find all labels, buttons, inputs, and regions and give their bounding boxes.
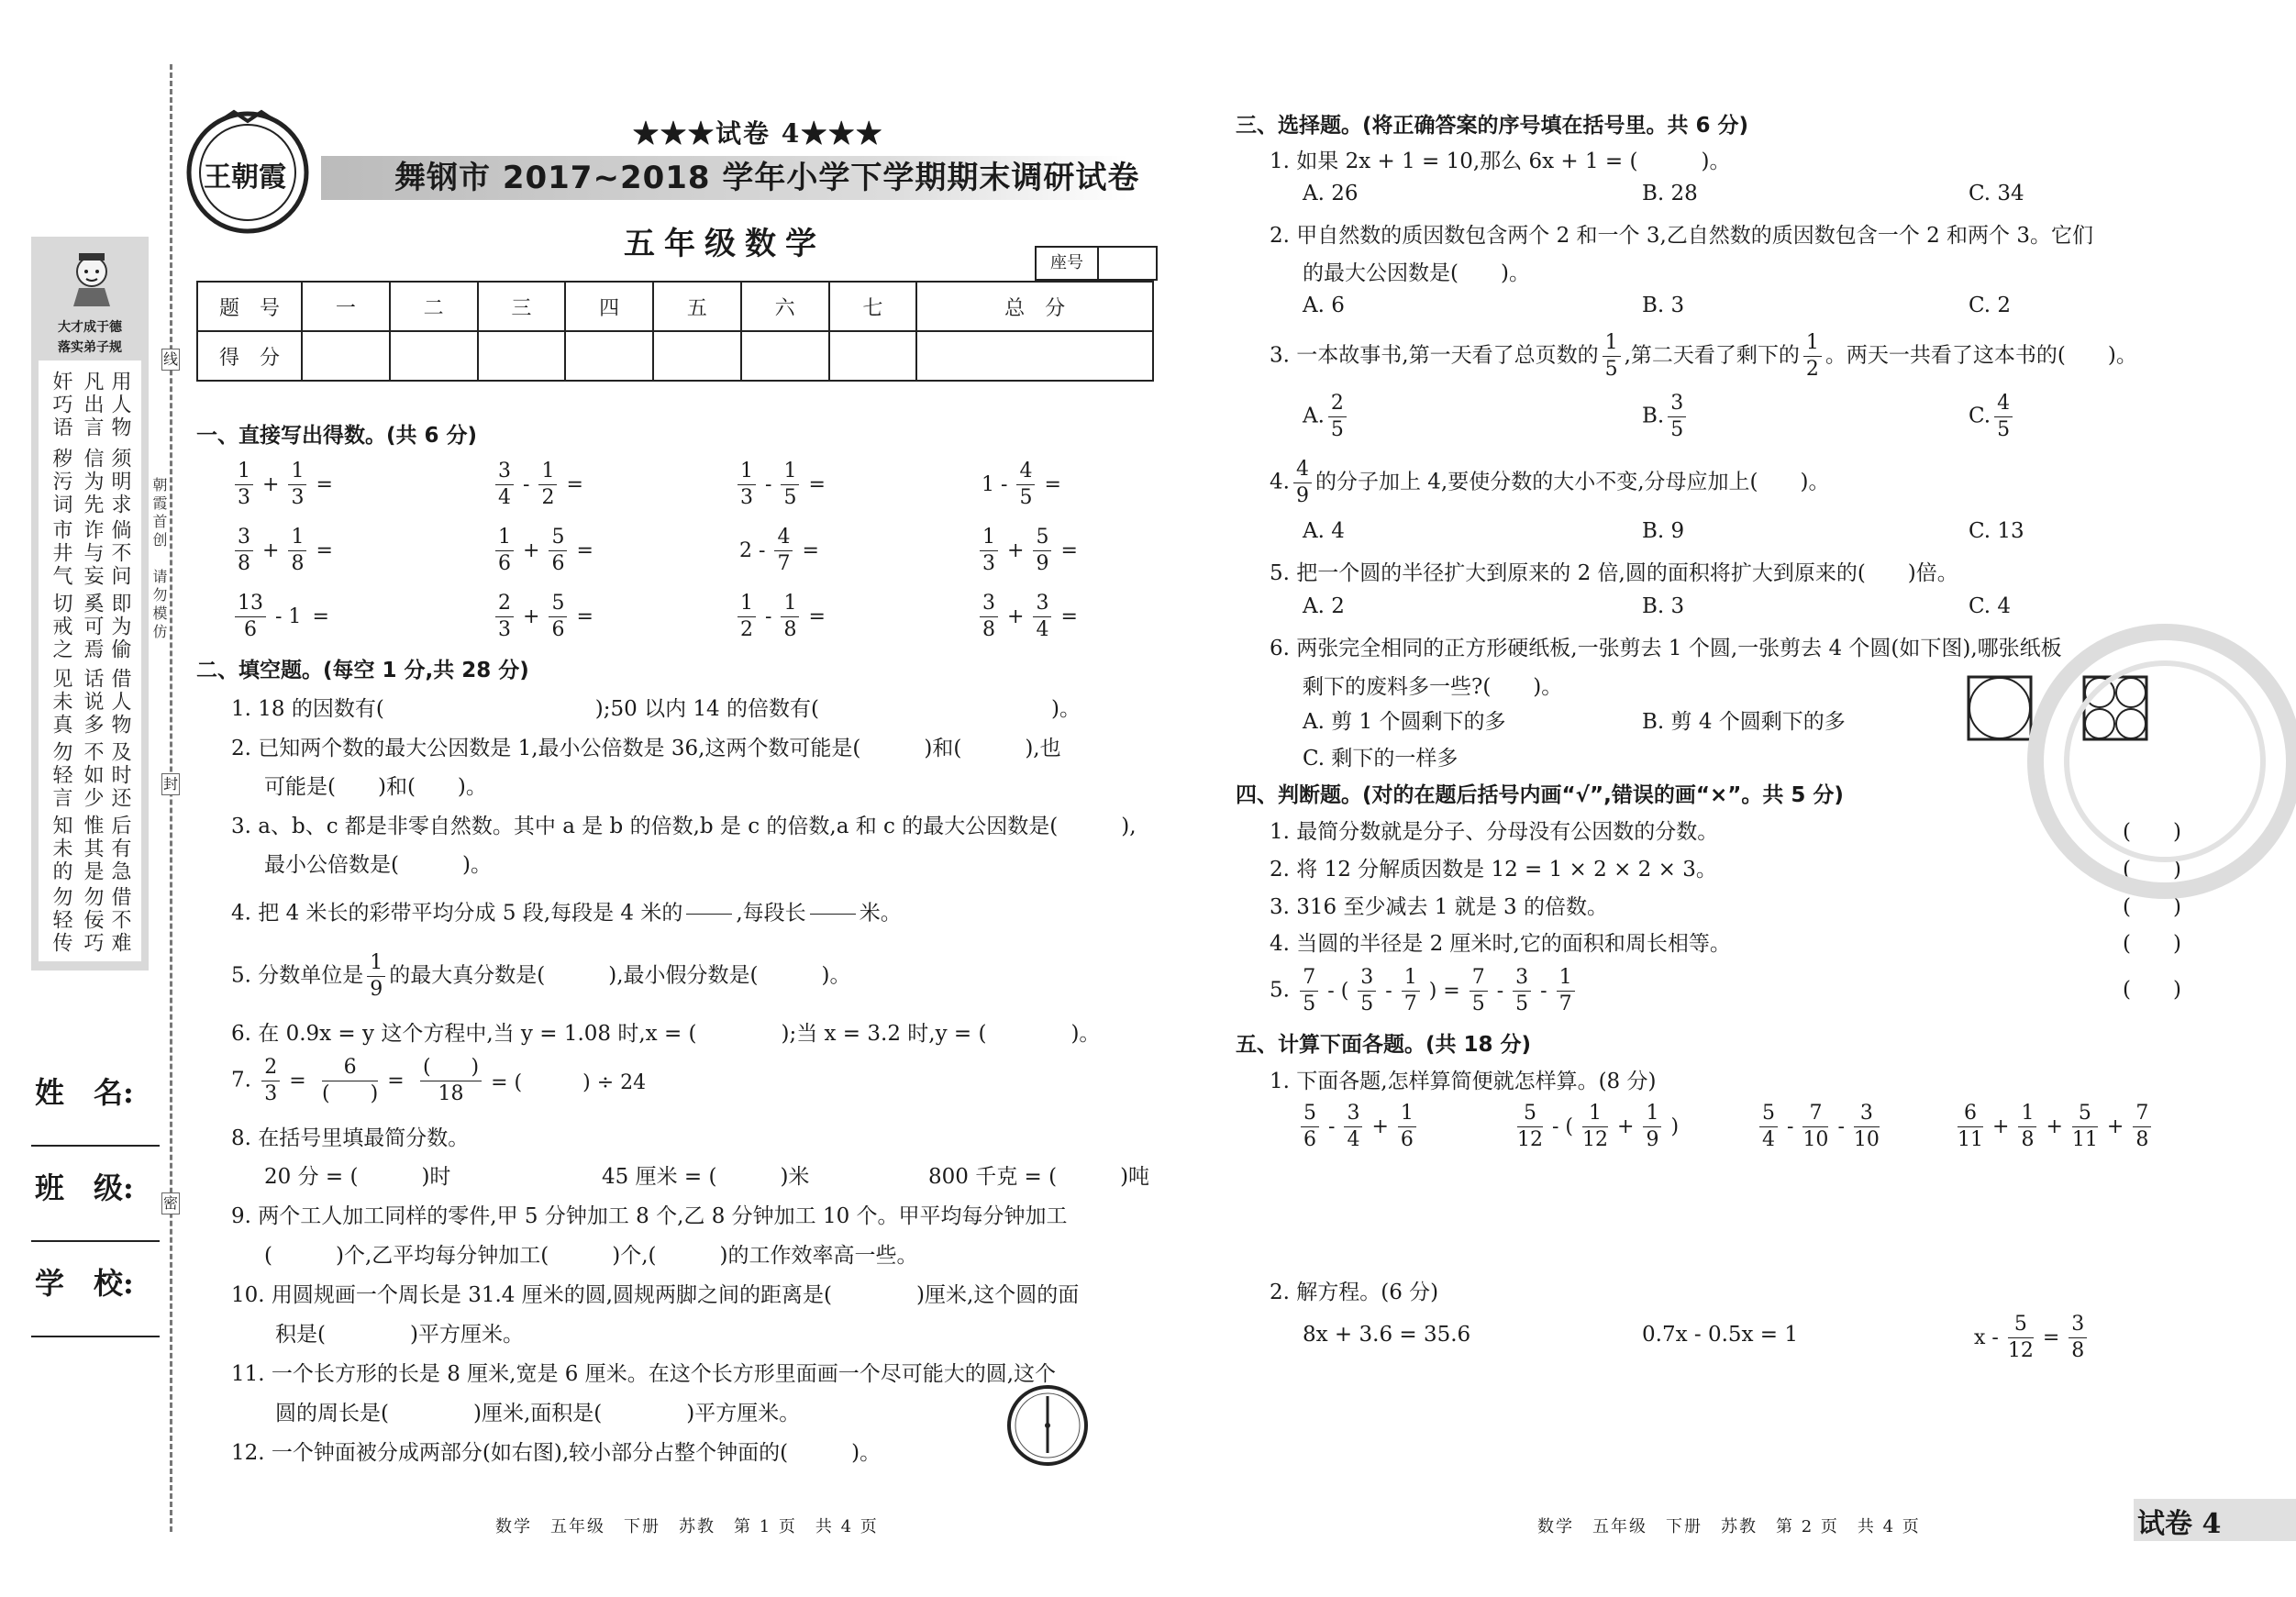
question-text-part: 。两天一共看了这本书的( )。 — [1825, 343, 2137, 368]
score-header-cell: 五 — [653, 282, 741, 331]
calc-item: $\frac{1}{6}$ + $\frac{5}{6}$ = — [492, 525, 599, 577]
section-1-heading: 一、直接写出得数。(共 6 分) — [196, 424, 478, 448]
motto-col: 借人物 — [108, 668, 131, 737]
option: C. $\frac{4}{5}$ — [1969, 391, 2016, 443]
score-cell[interactable] — [653, 331, 741, 381]
question-text: 最小公倍数是( )。 — [264, 853, 492, 877]
option: A. 26 — [1303, 182, 1359, 205]
score-cell[interactable] — [390, 331, 478, 381]
blank-fraction[interactable] — [810, 888, 856, 940]
score-header-cell: 一 — [302, 282, 390, 331]
question-text: 4. 当圆的半径是 2 厘米时,它的面积和周长相等。 — [1270, 932, 1731, 956]
score-header-cell: 六 — [741, 282, 829, 331]
question-text: 10. 用圆规画一个周长是 31.4 厘米的圆,圆规两脚之间的距离是( )厘米,这个圆的面 — [231, 1283, 1080, 1307]
question-text: 45 厘米 = ( )米 — [602, 1165, 810, 1189]
seat-number-box[interactable] — [1035, 246, 1158, 281]
option: C. 2 — [1969, 294, 2012, 317]
watermark-seal-inner — [2064, 660, 2266, 862]
question-text: 4. $\frac{4}{9}$ 的分子加上 4,要使分数的大小不变,分母应加上( )。 — [1270, 458, 1830, 507]
equation: x - $\frac{5}{12}$ = $\frac{3}{8}$ — [1969, 1312, 2091, 1364]
calc-expression: $\frac{5}{6}$ - $\frac{3}{4}$ + $\frac{1}{6}$ — [1297, 1101, 1420, 1153]
calc-expression: $\frac{5}{12}$ - ( $\frac{1}{12}$ + $\frac{1}{9}$ ) — [1517, 1102, 1680, 1151]
question-text: 的最大公因数是( )。 — [1303, 261, 1530, 285]
school-label: 学 校: — [35, 1266, 134, 1301]
score-cell[interactable] — [302, 331, 390, 381]
question-text-part: 5. 分数单位是 — [231, 963, 364, 988]
question-text: 5. 把一个圆的半径扩大到原来的 2 倍,圆的面积将扩大到原来的( )倍。 — [1270, 561, 1958, 585]
option: C. 4 — [1969, 594, 2012, 618]
cut-mark-mi: 密 — [161, 1192, 180, 1214]
cut-mark-feng: 封 — [161, 773, 180, 795]
motto-col: 秽污词 — [50, 448, 72, 516]
page-footer-right: 数学 五年级 下册 苏教 第 2 页 共 4 页 — [1537, 1517, 1921, 1536]
paper-badge-label: 试卷 4 — [2137, 1508, 2222, 1540]
square-one-circle-icon — [1967, 675, 2033, 741]
option: A. 4 — [1303, 519, 1345, 543]
question-text: 积是( )平方厘米。 — [275, 1323, 524, 1347]
motto-col: 须明求 — [108, 448, 131, 516]
question-text-part: 的分子加上 4,要使分数的大小不变,分母应加上( )。 — [1314, 470, 1830, 494]
motto-title-2: 落实弟子规 — [58, 340, 122, 355]
option: C. 34 — [1969, 182, 2024, 205]
cut-mark-xian: 线 — [161, 349, 180, 371]
motto-col: 倘不问 — [108, 519, 131, 588]
side-note: 朝霞首创 请勿模仿 — [150, 477, 168, 642]
motto-col: 信为先 — [81, 448, 104, 516]
question-text-part: 的最大真分数是( ),最小假分数是( )。 — [389, 963, 851, 988]
question-text: 5. 分数单位是 $\frac{1}{9}$ 的最大真分数是( ),最小假分数是( )。 — [231, 951, 851, 1001]
option: A. 6 — [1303, 294, 1345, 317]
calc-item: $\frac{1}{3}$ + $\frac{1}{3}$ = — [231, 459, 338, 511]
question-text: 2. 解方程。(6 分) — [1270, 1281, 1439, 1304]
question-text — [231, 888, 902, 940]
calc-item: $\frac{3}{8}$ + $\frac{1}{8}$ = — [231, 525, 338, 577]
question-text: 2. 甲自然数的质因数包含两个 2 和一个 3,乙自然数的质因数包含一个 2 和两个 3。它们 — [1270, 224, 2093, 248]
option-letter: B. — [1642, 404, 1665, 428]
option: B. $\frac{3}{5}$ — [1642, 391, 1690, 443]
score-cell[interactable] — [829, 331, 917, 381]
option: B. 3 — [1642, 294, 1685, 317]
motto-col: 知未的 — [50, 815, 72, 883]
calc-item: $\frac{2}{3}$ + $\frac{5}{6}$ = — [492, 591, 599, 643]
class-field[interactable] — [31, 1240, 160, 1242]
equation: 8x + 3.6 = 35.6 — [1303, 1323, 1471, 1347]
subject-title: 五年级数学 — [624, 226, 826, 262]
option-letter: C. — [1969, 404, 1991, 428]
question-text-part: ,第二天看了剩下的 — [1624, 343, 1800, 368]
question-text: 1. 18 的因数有( );50 以内 14 的倍数有( )。 — [231, 697, 1081, 721]
option: C. 剩下的一样多 — [1303, 747, 1459, 771]
page-footer-left: 数学 五年级 下册 苏教 第 1 页 共 4 页 — [495, 1517, 879, 1536]
option: B. 3 — [1642, 594, 1685, 618]
name-label: 姓 名: — [35, 1075, 134, 1110]
option: B. 9 — [1642, 519, 1685, 543]
motto-col: 勿轻言 — [50, 741, 72, 810]
question-text: 1. 如果 2x + 1 = 10,那么 6x + 1 = ( )。 — [1270, 150, 1731, 173]
motto-col: 惟其是 — [81, 815, 104, 883]
motto-col: 市井气 — [50, 519, 72, 588]
score-cell[interactable] — [478, 331, 566, 381]
question-text: 9. 两个工人加工同样的零件,甲 5 分钟加工 8 个,乙 8 分钟加工 10 个。甲平均每分钟加工 — [231, 1204, 1068, 1228]
question-text: 可能是( )和( )。 — [264, 775, 487, 799]
question-text: 1. 下面各题,怎样算简便就怎样算。(8 分) — [1270, 1070, 1657, 1093]
motto-col: 见未真 — [50, 668, 72, 737]
option: B. 剪 4 个圆剩下的多 — [1642, 710, 1846, 734]
question-text-part: 5. — [1270, 978, 1290, 1003]
answer-paren[interactable]: ( ) — [2123, 978, 2181, 1002]
question-text: 7. $\frac{2}{3}$ = 6 ( ) = ( ) 18 = ( ) ÷ 24 — [231, 1056, 647, 1105]
answer-paren[interactable]: ( ) — [2123, 932, 2181, 956]
option: B. 28 — [1642, 182, 1698, 205]
section-3-heading: 三、选择题。(将正确答案的序号填在括号里。共 6 分) — [1236, 114, 1749, 138]
question-text: 剩下的废料多一些?( )。 — [1303, 675, 1563, 699]
motto-col: 诈与妄 — [81, 519, 104, 588]
calc-expression: $\frac{6}{11}$ + $\frac{1}{8}$ + $\frac{5}{11}$ + $\frac{7}{8}$ — [1954, 1101, 2155, 1153]
calc-item: $\frac{1}{3}$ - $\frac{1}{5}$ = — [734, 459, 831, 511]
score-table-row — [197, 282, 1153, 331]
question-text: 3. a、b、c 都是非零自然数。其中 a 是 b 的倍数,b 是 c 的倍数,a 和 c 的最大公因数是( ), — [231, 815, 1137, 838]
question-text: 2. 将 12 分解质因数是 12 = 1 × 2 × 2 × 3。 — [1270, 858, 1717, 882]
motto-col: 即为偷 — [108, 593, 131, 661]
score-header-cell: 题 号 — [197, 282, 302, 331]
score-table-row — [197, 331, 1153, 381]
score-header-cell: 总 分 — [916, 282, 1153, 331]
equation-part: x - — [1974, 1326, 1999, 1349]
option: A. 2 — [1303, 594, 1345, 618]
motto-col: 奸巧语 — [50, 371, 72, 439]
question-text: 6. 两张完全相同的正方形硬纸板,一张剪去 1 个圆,一张剪去 4 个圆(如下图),哪张纸板 — [1270, 637, 2062, 660]
calc-item: $\frac{1}{3}$ + $\frac{5}{9}$ = — [976, 525, 1083, 577]
score-cell[interactable] — [565, 331, 653, 381]
motto-col: 勿轻传 — [50, 886, 72, 955]
question-text: 6. 在 0.9x = y 这个方程中,当 y = 1.08 时,x = ( );当 x = 3.2 时,y = ( )。 — [231, 1022, 1101, 1046]
motto-col: 奚可焉 — [81, 593, 104, 661]
class-label: 班 级: — [35, 1170, 134, 1205]
question-text-part: = ( ) ÷ 24 — [491, 1071, 647, 1094]
score-header-cell: 四 — [565, 282, 653, 331]
motto-col: 勿佞巧 — [81, 886, 104, 955]
option: C. 13 — [1969, 519, 2024, 543]
section-5-heading: 五、计算下面各题。(共 18 分) — [1236, 1033, 1532, 1057]
calc-item: $\frac{3}{8}$ + $\frac{3}{4}$ = — [976, 591, 1083, 643]
question-text: ( )个,乙平均每分钟加工( )个,( )的工作效率高一些。 — [264, 1244, 918, 1268]
question-text: 12. 一个钟面被分成两部分(如右图),较小部分占整个钟面的( )。 — [231, 1441, 882, 1465]
school-field[interactable] — [31, 1336, 160, 1337]
calc-item: 2 - $\frac{4}{7}$ = — [739, 526, 819, 575]
name-field[interactable] — [31, 1145, 160, 1147]
question-text: 8. 在括号里填最简分数。 — [231, 1126, 470, 1150]
motto-col: 及时还 — [108, 741, 131, 810]
answer-paren[interactable]: ( ) — [2123, 820, 2181, 844]
section-4-heading: 四、判断题。(对的在题后括号内画“√”,错误的画“×”。共 5 分) — [1236, 783, 1844, 807]
calc-item: $\frac{1}{2}$ - $\frac{1}{8}$ = — [734, 591, 831, 643]
section-2-heading: 二、填空题。(每空 1 分,共 28 分) — [196, 659, 529, 682]
option: A. $\frac{2}{5}$ — [1303, 391, 1350, 443]
fold-line — [170, 64, 172, 1532]
motto-title-1: 大才成于德 — [58, 320, 122, 335]
question-text: 11. 一个长方形的长是 8 厘米,宽是 6 厘米。在这个长方形里面画一个尽可能大的圆,这个 — [231, 1362, 1057, 1386]
question-text-part: 4. 把 4 米长的彩带平均分成 5 段,每段是 4 米的 — [231, 901, 683, 926]
question-text: 3. 一本故事书,第一天看了总页数的 $\frac{1}{5}$ ,第二天看了剩下的 $\frac{1}{2}$ 。两天一共看了这本书的( )。 — [1270, 331, 2137, 381]
question-text: 1. 最简分数就是分子、分母没有公因数的分数。 — [1270, 820, 1719, 844]
answer-paren[interactable]: ( ) — [2123, 858, 2181, 882]
motto-col: 用人物 — [108, 371, 131, 439]
option: A. 剪 1 个圆剩下的多 — [1303, 710, 1506, 734]
score-header-cell: 二 — [390, 282, 478, 331]
calc-item: 1 - $\frac{4}{5}$ = — [982, 460, 1061, 509]
score-cell[interactable] — [741, 331, 829, 381]
calc-item: $\frac{13}{6}$ - 1 = — [231, 591, 335, 643]
score-header-cell: 七 — [829, 282, 917, 331]
seat-label: 座号 — [1037, 248, 1099, 279]
question-text-part: 4. — [1270, 470, 1290, 494]
question-text-part: 3. 一本故事书,第一天看了总页数的 — [1270, 343, 1599, 368]
question-text-part: 米。 — [859, 901, 902, 926]
score-header-cell: 三 — [478, 282, 566, 331]
question-text: 800 千克 = ( )吨 — [928, 1165, 1150, 1189]
motto-col: 话说多 — [81, 668, 104, 737]
equation: 0.7x - 0.5x = 1 — [1642, 1323, 1799, 1347]
motto-col: 借不难 — [108, 886, 131, 955]
question-text: 3. 316 至少减去 1 就是 3 的倍数。 — [1270, 895, 1608, 919]
question-text-part: ,每段长 — [736, 901, 806, 926]
answer-paren[interactable]: ( ) — [2123, 895, 2181, 919]
question-text: 5. $\frac{7}{5}$ - ( $\frac{3}{5}$ - $\frac{1}{7}$ ) = $\frac{7}{5}$ - $\frac{3}{5}$ - $\frac{1}{7}$ — [1270, 965, 1579, 1017]
clock-face-icon — [1005, 1383, 1090, 1468]
motto-col: 切戒之 — [50, 593, 72, 661]
motto-col: 凡出言 — [81, 371, 104, 439]
option-letter: A. — [1303, 404, 1325, 428]
question-text: 圆的周长是( )厘米,面积是( )平方厘米。 — [275, 1402, 801, 1425]
motto-col: 不如少 — [81, 741, 104, 810]
page-title: 舞钢市 2017~2018 学年小学下学期期末调研试卷 — [394, 160, 1140, 196]
question-text: 20 分 = ( )时 — [264, 1165, 451, 1189]
logo-text: 王朝霞 — [204, 161, 286, 194]
question-text: 2. 已知两个数的最大公因数是 1,最小公倍数是 36,这两个数可能是( )和( ),也 — [231, 737, 1061, 760]
blank-fraction[interactable] — [686, 888, 732, 940]
question-text-part: 7. — [231, 1068, 251, 1092]
mascot-icon — [55, 246, 128, 310]
calc-item: $\frac{3}{4}$ - $\frac{1}{2}$ = — [492, 459, 589, 511]
score-table — [196, 281, 1154, 382]
motto-col: 后有急 — [108, 815, 131, 883]
calc-expression: $\frac{5}{4}$ - $\frac{7}{10}$ - $\frac{3}{10}$ — [1756, 1101, 1883, 1153]
score-label-cell: 得 分 — [197, 331, 302, 381]
score-cell[interactable] — [916, 331, 1153, 381]
series-label: ★★★试卷 4★★★ — [633, 118, 884, 149]
